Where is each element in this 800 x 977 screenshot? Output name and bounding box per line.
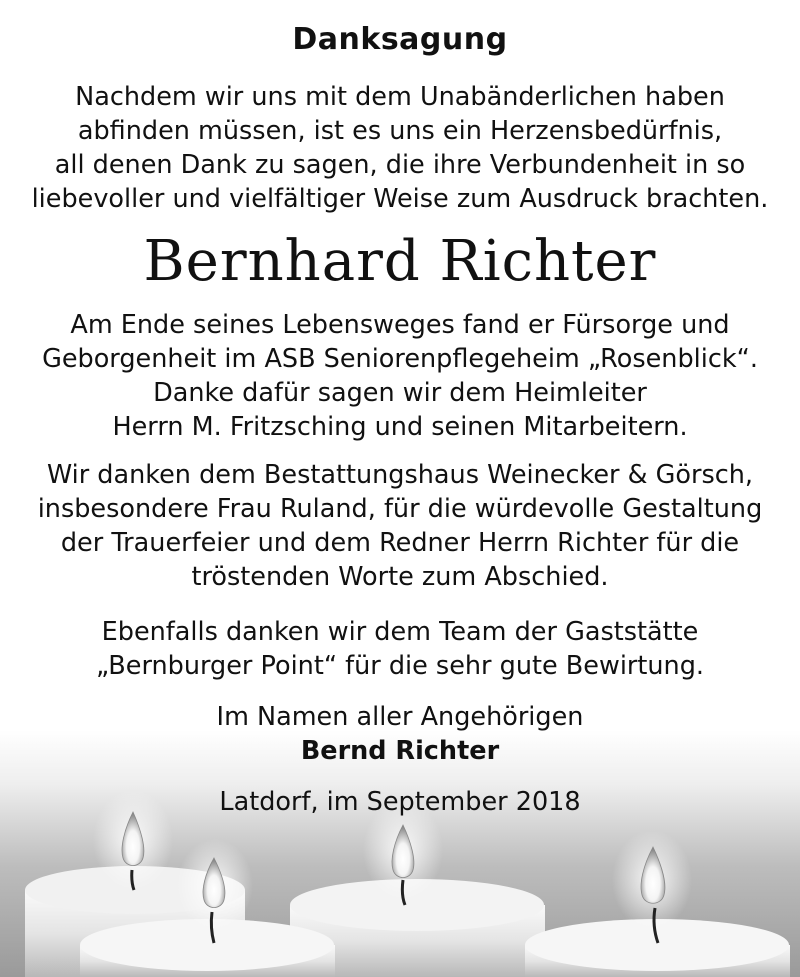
place-date bbox=[0, 785, 800, 819]
funeral-paragraph bbox=[0, 458, 800, 594]
care-line: Geborgenheit im ASB Seniorenpflegeheim „Rosenblick“. bbox=[42, 344, 758, 374]
funeral-line: Wir danken dem Bestattungshaus Weinecker & Görsch, bbox=[46, 460, 754, 490]
signature-name: Bernd Richter bbox=[300, 736, 500, 766]
intro-line: liebevoller und vielfältiger Weise zum Ausdruck brachten. bbox=[31, 184, 769, 214]
intro-line: all denen Dank zu sagen, die ihre Verbundenheit in so bbox=[54, 150, 746, 180]
place-date-text: Latdorf, im September 2018 bbox=[219, 787, 581, 817]
funeral-line: der Trauerfeier und dem Redner Herrn Richter für die bbox=[60, 528, 740, 558]
catering-line: Ebenfalls danken wir dem Team der Gaststätte bbox=[101, 617, 699, 647]
intro-paragraph bbox=[0, 80, 800, 216]
care-line: Am Ende seines Lebensweges fand er Fürsorge und bbox=[70, 310, 730, 340]
care-line: Herrn M. Fritzsching und seinen Mitarbeitern. bbox=[112, 412, 688, 442]
intro-line: Nachdem wir uns mit dem Unabänderlichen haben bbox=[75, 82, 725, 112]
funeral-line: insbesondere Frau Ruland, für die würdevolle Gestaltung bbox=[37, 494, 763, 524]
funeral-line: tröstenden Worte zum Abschied. bbox=[191, 562, 609, 592]
care-paragraph bbox=[0, 308, 800, 444]
deceased-name: Bernhard Richter bbox=[143, 229, 657, 294]
signature-intro: Im Namen aller Angehörigen bbox=[216, 702, 584, 732]
signature-block bbox=[0, 700, 800, 768]
catering-line: „Bernburger Point“ für die sehr gute Bewirtung. bbox=[95, 651, 705, 681]
care-line: Danke dafür sagen wir dem Heimleiter bbox=[153, 378, 647, 408]
notice-heading: Danksagung bbox=[292, 22, 508, 57]
catering-paragraph bbox=[0, 615, 800, 683]
intro-line: abfinden müssen, ist es uns ein Herzensbedürfnis, bbox=[77, 116, 723, 146]
